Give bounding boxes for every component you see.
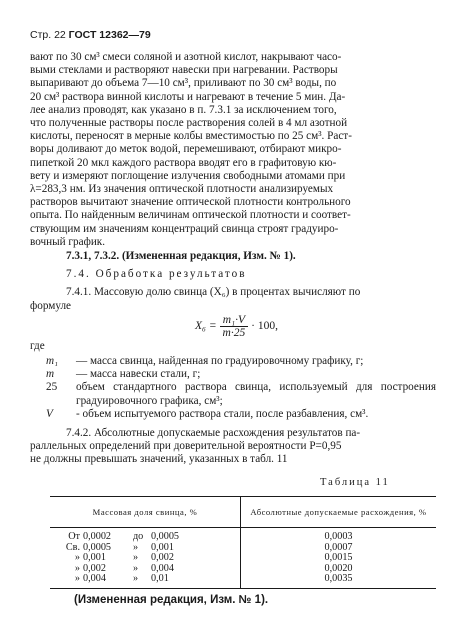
main-text	[30, 51, 436, 313]
text-line: вету и измеряют поглощение излучения свободными атомами при	[30, 169, 346, 182]
table-header-tolerance: Абсолютные допускаемые расхождения, %	[250, 507, 427, 517]
paragraph-7-4-1-line2: формуле	[30, 299, 71, 312]
text-line: выпаривают до объема 7—10 см³, приливают по 30 см³ воды, по	[30, 77, 337, 90]
formula-numerator: m₁·V	[220, 314, 249, 327]
formula	[195, 314, 278, 339]
table-header-row	[50, 497, 436, 528]
where-label: где	[30, 340, 45, 352]
table-cell: Св.	[65, 541, 80, 553]
table-cell: От	[68, 531, 80, 542]
table-cell: 0,0005	[151, 531, 180, 542]
table-cell-tolerance: 0,0035	[324, 573, 353, 585]
text-line: выми стеклами и растворяют навески при нагревании. Растворы	[30, 64, 338, 77]
page-header	[30, 29, 151, 41]
table-row	[50, 574, 240, 585]
text-line: пипеткой 20 мкл каждого раствора вводят его в графитовую кю-	[30, 156, 337, 169]
table-cell: 0,001	[83, 552, 106, 564]
amendment-note-1: 7.3.1, 7.3.2. (Измененная редакция, Изм. № 1).	[66, 250, 296, 263]
table-cell: 0,004	[151, 562, 174, 574]
text-line: растворов вычитают значение оптической плотности контрольного	[30, 196, 351, 209]
text-line: кислоты, переносят в мерные колбы вместимостью по 25 см³. Раст-	[30, 130, 352, 143]
table-cell: »	[133, 573, 139, 585]
table-cell-tolerance: 0,0020	[324, 562, 353, 574]
definition-item: 25 объем стандартного раствора свинца, используемый для построения градуировочного графика, см³;	[46, 381, 436, 407]
table-cell: »	[74, 573, 80, 585]
amendment-note-2: (Измененная редакция, Изм. № 1).	[74, 594, 269, 606]
table-cell: 0,004	[83, 573, 106, 585]
text-line: воры доливают до меток водой, перемешивают, отбирают микро-	[30, 143, 342, 156]
table-cell-tolerance: 0,0015	[324, 552, 353, 564]
text-line: вают по 30 см³ смеси соляной и азотной кислот, накрывают часо-	[30, 51, 342, 63]
text-line: вочный график.	[30, 235, 106, 248]
paragraph-7-3-2-continued	[30, 51, 436, 249]
table-column-mass-fraction	[50, 528, 241, 588]
table-cell: 0,001	[151, 541, 174, 553]
paragraph-7-4-2: 7.4.2. Абсолютные допускаемые расхождения результатов па- раллельных определений при доверительной вероятности P=0,95 не должны превышать значений, указанных в табл. 11	[30, 427, 361, 466]
text-line: λ=283,3 нм. Из значения оптической плотности анализируемых	[30, 183, 334, 196]
definition-item: V - объем испытуемого раствора стали, после разбавления, см³.	[46, 407, 369, 420]
table-cell: »	[133, 552, 139, 564]
table-cell: до	[133, 531, 144, 542]
table-cell: »	[74, 562, 80, 574]
table-title: Таблица 11	[320, 477, 390, 488]
formula-fraction	[220, 314, 249, 339]
formula-lhs: X₆ =	[195, 320, 217, 333]
formula-tail: · 100,	[251, 320, 278, 333]
standard-code: ГОСТ 12362—79	[68, 29, 151, 41]
text-line: ствующим им значениям концентраций свинца строят градуиро-	[30, 222, 339, 235]
table-body	[50, 528, 436, 588]
text-line: опыта. По найденным величинам оптической плотности и соответ-	[30, 209, 351, 222]
table-column-tolerance	[241, 528, 436, 588]
definition-item: m — масса навески стали, г;	[46, 368, 201, 381]
table-cell: 0,0002	[83, 531, 112, 542]
paragraph-7-4-1: 7.4.1. Массовую долю свинца (X₆) в процентах вычисляют по	[66, 286, 361, 299]
section-title: 7.4. Обработка результатов	[66, 268, 247, 281]
table-row	[50, 532, 240, 543]
table-cell: 0,01	[151, 573, 169, 585]
table-cell-tolerance: 0,0007	[324, 541, 353, 553]
text-line: что полученные растворы после растворения солей в 4 мл азотной	[30, 117, 348, 130]
page-number: Стр. 22	[30, 29, 66, 41]
table-cell: »	[133, 562, 139, 574]
table-cell: »	[133, 541, 139, 553]
table-cell-tolerance: 0,0003	[324, 531, 353, 542]
table-cell: »	[74, 552, 80, 564]
text-line: лее анализ проводят, как указано в п. 7.3.1 за исключением того,	[30, 103, 337, 116]
definition-item: m₁ — масса свинца, найденная по градуировочному графику, г;	[46, 355, 364, 367]
table-cell: 0,002	[151, 552, 174, 564]
definitions-list	[46, 355, 436, 421]
text-line: 20 см³ раствора винной кислоты и нагревают в течение 5 мин. Да-	[30, 90, 346, 103]
table-header-mass-fraction: Массовая доля свинца, %	[50, 497, 241, 527]
formula-denominator: m·25	[222, 327, 246, 339]
table-cell: 0,0005	[83, 541, 112, 553]
tolerance-table	[50, 496, 436, 589]
table-cell: 0,002	[83, 562, 106, 574]
